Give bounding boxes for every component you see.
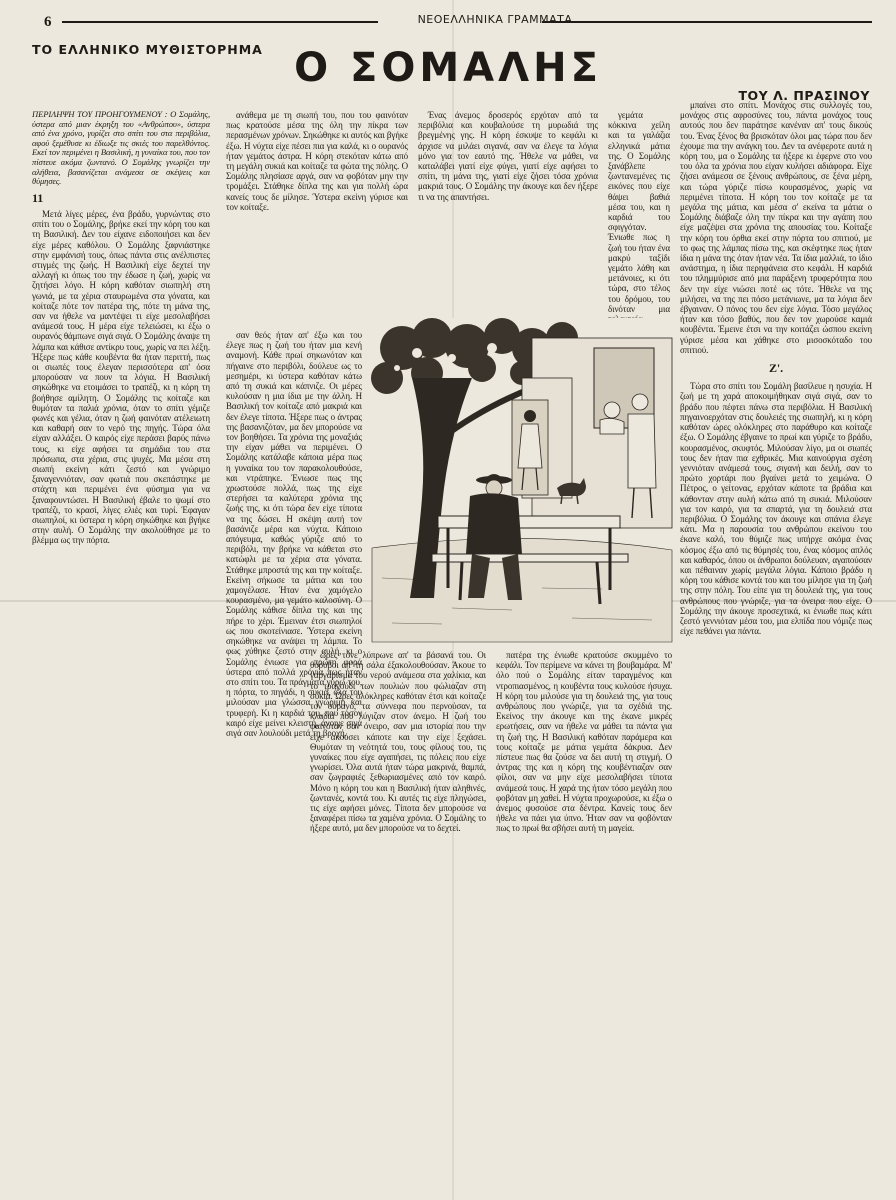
previous-summary: ΠΕΡΙΛΗΨΗ ΤΟΥ ΠΡΟΗΓΟΥΜΕΝΟΥ : Ο Σομάλης, ύστερα από μιαν έκρηξη του «Ανθρώπου», ύστερα από ένα χρόνο, γυρίζει στο σπίτι του στα περιβόλια, αφού ξεμέθυσε κι έδιωξε τις σκιές του παρελθόντος. Εκεί τον περιμένει η Βασιλική, η γυναίκα του, που τον πίστευε ακόμα ζωντανό. Ο Σομάλης γνωρίζει την αλήθεια, βασανίζεται ανάμεσα σε σκέψεις και θύμησες.: [32, 109, 210, 187]
column-5-paragraph-b: Τώρα στο σπίτι του Σομάλη βασίλευε η ησυχία. Η ζωή με τη χαρά αποκοιμήθηκαν σιγά σιγά, σαν το βράδυ που πέφτει πάνω στα περιβόλια. Η Βασιλική πηγαινοερχόταν στις δουλειές της σιωπηλή, κι η κόρη καθόταν ώρες ολόκληρες στο παράθυρο και κοίταζε έξω. Ο Σομάλης έβγαινε το πρωί και γύριζε το βράδυ, κουρασμένος, σκυφτός. Μιλούσαν λίγο, μα οι σιωπές τους δεν ήταν πια εχθρικές. Μια καινούργια σχέση γεννιόταν ανάμεσά τους, σιγανή και δειλή, σαν το πρώτο χορτάρι που βγαίνει μετά το χειμώνα. Ο Πέτρος, ο γείτονας, ερχόταν κάποτε τα βράδια και κάθονταν στην αυλή κάτω από τη συκιά. Μιλούσαν για τον καιρό, για τα σπαρτά, για τη δουλειά στα περιβόλια. Ο Σομάλης τον άκουγε και σπάνια έλεγε κάτι. Μα η παρουσία του ανθρώπου εκείνου του έκανε καλό, του θύμιζε πως υπήρχε ακόμα ένας κόσμος έξω από τις θύμησές του, ένας κόσμος απλός και καθαρός, όπου οι άνθρωποι δούλευαν, αγαπούσαν και πέθαιναν χωρίς μεγάλα λόγια. Κάποιο βράδυ η κόρη του κάθισε κοντά του και του μίλησε για τη ζωή της στην πόλη. Του είπε για τη δουλειά της, για τους ανθρώπους που γνώριζε, για τα όνειρα που είχε. Ο Σομάλης την άκουγε προσεχτικά, κι ένιωθε πως κάτι ζεστό γεννιόταν μέσα του, μια ελπίδα που νόμιζε πως είχε πεθάνει για πάντα.: [680, 381, 872, 637]
section-number: 11: [32, 190, 44, 205]
running-header: [62, 12, 872, 32]
page-number: 6: [44, 14, 52, 30]
column-3-paragraph: Ένας άνεμος δροσερός ερχόταν από τα περιβόλια και κουβαλούσε τη μυρωδιά της βρεγμένης γης. Η κόρη έσκυψε το κεφάλι κι άρχισε να μιλάει σιγανά, σαν να έλεγε τα λόγια μόνο για τον εαυτό της. Ήθελε να μάθει, να καταλάβει γιατί είχε φύγει, γιατί είχε αφήσει το σπίτι, τη μάνα της, γιατί είχε ζήσει τόσα χρόνια μακριά τους. Ο Σομάλης την άκουγε και δεν ήξερε τι να της απαντήσει.: [418, 110, 598, 202]
header-rule-left: [62, 21, 378, 23]
text-column-2-top: [226, 110, 408, 320]
chapter-marker: Ζ'.: [768, 361, 784, 376]
illustration-man-on-bench: [372, 318, 672, 642]
column-2b-paragraph: σαν θεός ήταν απ' έξω και του έλεγε πως η ζωή του ήταν μια κενή αναμονή. Κάθε πρωί σηκωνόταν και πήγαινε στο περιβόλι, δούλευε ως το μεσημέρι, κι ύστερα καθόταν κάτω από τη συκιά και κάπνιζε. Οι μέρες κυλούσαν η μια ίδια με την άλλη. Η Βασιλική τον κοίταζε από μακριά και δεν έλεγε τίποτα. Ήξερε πως ο άντρας της βασανιζόταν, μα δεν μπορούσε να τον βοηθήσει. Τα χρόνια της μοναξιάς την είχαν μάθει να περιμένει. Ο Σομάλης κατάλαβε κάποια μέρα πως η γυναίκα του τον παρακολουθούσε, και ντράπηκε. Ένιωσε πως της χρωστούσε πολλά, πως της είχε στερήσει τα καλύτερα χρόνια της ζωής της, κι ότι τώρα δεν είχε τίποτα να της δώσει. Η σκέψη αυτή τον βασάνιζε μέρα και νύχτα. Κάποιο απόγευμα, καθώς γύριζε από το περιβόλι, την βρήκε να κάθεται στο κατώφλι με τα χέρια στα γόνατα. Στάθηκε μπροστά της και την κοίταξε. Εκείνη σήκωσε τα μάτια και του χαμογέλασε. Ήταν ένα χαμόγελο κουρασμένο, μα γεμάτο καλοσύνη. Ο Σομάλης κάθισε δίπλα της και της πήρε το χέρι. Έμειναν έτσι σιωπηλοί ως που σκοτείνιασε. Ύστερα εκείνη σηκώθηκε να ανάψει τη λάμπα. Το φως χύθηκε ζεστό στην αυλή, κι ο Σομάλης ένιωσε για πρώτη φορά ύστερα από πολλά χρόνια πως ήταν στο σπίτι του. Τα πράγματα γύρω του, η πόρτα, το πηγάδι, η συκιά, όλα του μιλούσαν μια γλώσσα γνώριμη και τρυφερή. Κι η καρδιά του, που τόσον καιρό είχε μείνει κλειστή, άνοιγε σιγά σιγά σαν λουλούδι μετά τη βροχή.: [226, 330, 362, 738]
text-column-4-top: [608, 110, 670, 320]
column-5-paragraph: μπαίνει στο σπίτι. Μονάχος στις συλλογές του, μονάχος στις αφροσύνες του, πάντα μονάχος τους αυτούς που δεν παράτησε κανέναν απ' τους δικούς του. Ένας ξένος θα βρισκόταν όλοι μας τώρα που δεν έχουμε πια την ανάγκη του. Δεν τα ανέφεροτε αυτά η κόρη του, μα ο Σομάλης τα ήξερε κι έφερνε στο νου του όλα τα χρόνια που είχαν κυλήσει αδιάφορα. Είχε ζήσει ανάμεσα σε ξένους ανθρώπους, σε ξένα μέρη, και τώρα γύριζε πίσω κουρασμένος, χωρίς να περιμένει τίποτα. Η κόρη του τον κοίταζε με τα μεγάλα της μάτια, και μέσα σ' εκείνα τα μάτια ο Σομάλης διάβαζε όλη την πίκρα και την αγάπη που είχε μαζέψει στα χρόνια της απουσίας του. Κοίταξε την κόρη του όρθια εκεί στην πόρτα του σπιτιού, με το φως της λάμπας πίσω της, και σκέφτηκε πως ήταν ίδια η μάνα της όταν ήταν νέα. Τα ίδια μαλλιά, το ίδιο ανάστημα, η ίδια περηφάνεια στο κεφάλι. Η καρδιά του πλημμύρισε από μια παράξενη τρυφερότητα που δεν την είχε νιώσει ποτέ ως τότε. Ήθελε να της μιλήσει, να της πει πόσο μετάνιωνε, μα τα λόγια δεν έβγαιναν. Ο πόνος του δεν είχε λόγια. Τόσο μεγάλος ήταν και τόσο βαθύς, που δεν τον χωρούσε καμιά κουβέντα. Έμεινε έτσι να την κοιτάζει ώσπου εκείνη γύρισε μέσα και χάθηκε στο μισοσκόταδο του σπιτιού.: [680, 100, 872, 355]
header-rule-right: [542, 21, 872, 23]
text-column-6: [310, 650, 486, 1185]
section-label: ΤΟ ΕΛΛΗΝΙΚΟ ΜΥΘΙΣΤΟΡΗΜΑ: [32, 42, 263, 57]
article-title: Ο ΣΟΜΑΛΗΣ: [294, 45, 602, 91]
text-column-3-top: [418, 110, 598, 320]
column-1-paragraph: Μετά λίγες μέρες, ένα βράδυ, γυρνώντας στο σπίτι του ο Σομάλης, βρήκε εκεί την κόρη του και τη Βασιλική. Δεν του είχανε ειδοποιήσει και δεν είχε μέρες καθόλου. Ο Σομάλης ξαφνιάστηκε στην εμφάνισή τους, όπως πάντα στις ανέλπιστες στιγμές της ζωής. Η Βασιλική είχε δεχτεί την αλλαγή κι όπως του την έδωσε η ζωή, χωρίς να ζητήσει λόγο. Η κόρη καθόταν σιωπηλή στη γωνιά, με τα χέρια σταυρωμένα στα γόνατα, και κοίταζε πότε τον πατέρα της, πότε τη μάνα της, σαν να ήθελε να μαντέψει τι είχε μεσολαβήσει ανάμεσά τους. Η μέρα είχε τελειώσει, κι έξω ο ουρανός θάμπωνε σιγά σιγά. Ο Σομάλης άναψε τη λάμπα και κάθισε αντίκρυ τους, χωρίς να πει λέξη. Ήξερε πως κάθε κουβέντα θα ήταν περιττή, πως οι σιωπές τους έλεγαν περισσότερα απ' όσα μπορούσαν να πουν τα λόγια. Η Βασιλική σηκώθηκε να ετοιμάσει το τραπέζι, κι η κόρη τη βοήθησε αμίλητη. Ο Σομάλης τις κοίταζε και θυμόταν τα παλιά χρόνια, όταν το σπίτι γέμιζε φωνές και γέλια, όταν η ζωή φαινόταν ατέλειωτη και καθαρή σαν το νερό της πηγής. Τώρα όλα είχαν αλλάξει. Ο καιρός είχε περάσει βαρύς πάνω τους, κι είχε αφήσει τα σημάδια του στα πρόσωπα, στα χέρια, στις ψυχές. Μα μέσα στη σιωπή εκείνη κάτι ζεστό και γνώριμο ξαναγεννιόταν, σαν φωτιά που σκεπάστηκε με στάχτη και περιμένει ένα φύσημα για να ξαναφουντώσει. Η Βασιλική έβαλε το ψωμί στο τραπέζι, το κρασί, λίγες ελιές και τυρί. Έφαγαν σιωπηλοί, κι ύστερα η κόρη σηκώθηκε και βγήκε στην αυλή. Ο Σομάλης την ακολούθησε με το βλέμμα ως την πόρτα.: [32, 208, 210, 546]
column-2-paragraph: ανάθεμα με τη σιωπή του, που του φαινόταν πως κρατούσε μέσα της όλη την πίκρα των περασμένων χρόνων. Σηκώθηκε κι αυτός και βγήκε έξω. Η νύχτα είχε πέσει πια για καλά, κι ο ουρανός ήταν γεμάτος άστρα. Η κόρη στεκόταν κάτω από τη μεγάλη συκιά και κοίταζε τα φώτα της πόλης. Ο Σομάλης πλησίασε αργά, σαν να φοβόταν μην την τρομάξει. Στάθηκε δίπλα της και για πολλή ώρα κανείς τους δε μίλησε. Ύστερα εκείνη γύρισε και τον κοίταξε.: [226, 110, 408, 212]
column-4-paragraph: γεμάτα κόκκινα χείλη και τα γαλάζια ελληνικά μάτια της. Ο Σομάλης ξανάβλεπε ζωντανεμένες τις εικόνες που είχε θάψει βαθιά μέσα του, και η καρδιά του σφιγγόταν. Ένιωθε πως η ζωή του ήταν ένα μακρύ ταξίδι γεμάτο λάθη και μετάνοιες, κι ότι τώρα, στο τέλος του δρόμου, του δινόταν μια: [608, 110, 670, 314]
author-byline: ΤΟΥ Λ. ΠΡΑΣΙΝΟΥ: [738, 88, 870, 103]
text-column-1: [32, 110, 210, 1185]
column-7-paragraph: πατέρα της ένιωθε κρατούσε σκυμμένο το κεφάλι. Τον περίμενε να κάνει τη βουβαμάρα. Μ' όλο πού ο Σομάλης είταν ταραγμένος και ντροπιασμένος, η κουβέντα τους κυλούσε ήσυχα. Η κόρη του μιλούσε για τη δουλειά της, για τους ανθρώπους που γνώριζε, για τα σχέδιά της. Εκείνος την άκουγε και της έκανε μικρές ερωτήσεις, σαν να ήθελε να μάθει τα πάντα για τη ζωή της. Η Βασιλική καθόταν παράμερα και τους κοίταζε με μάτια γεμάτα δάκρυα. Δεν πίστευε πως θα ζούσε να δει αυτή τη στιγμή. Ο άντρας της και η κόρη της κουβέντιαζαν σαν φίλοι, σαν να μην είχε μεσολαβήσει τίποτα ανάμεσά τους. Η χαρά της ήταν τόσο μεγάλη που φοβόταν μη χαθεί. Η νύχτα προχωρούσε, κι έξω ο άνεμος φυσούσε στα δέντρα. Κανείς τους δεν ήθελε να πάει για ύπνο. Ήταν σαν να φοβόνταν πως το πρωί θα σβήσει αυτή τη μαγεία.: [496, 650, 672, 834]
text-column-5: [680, 100, 872, 1185]
column-6-paragraph: ώρες τονε λύπρωνε απ' τα βάσανά του. Οι θόρυβοι απ' τη σάλα έξακολουθούσαν. Άκουε το γαργάρισμα του νερού ανάμεσα στα χαλίκια, και το τραγούδι των πουλιών που φώλιαζαν στη συκιά. Ώρες ολόκληρες καθόταν έτσι και κοίταζε τον ουρανό, τα σύννεφα που περνούσαν, τα κλαδιά που λύγιζαν στον άνεμο. Η ζωή του φαινόταν σαν όνειρο, σαν μια ιστορία που την είχε ακούσει κάποτε και την είχε ξεχάσει. Θυμόταν τη νεότητά του, τους φίλους του, τις γυναίκες που είχε αγαπήσει, τις πόλεις που είχε γνωρίσει. Όλα αυτά ήταν τώρα μακρινά, θαμπά, σαν ζωγραφιές ξεθωριασμένες από τον καιρό. Μόνο η κόρη του και η Βασιλική ήταν αληθινές, ζωντανές, κοντά του. Κι αυτές τις είχε πληγώσει, τις είχε αφήσει μόνες. Τίποτα δεν μπορούσε να ξαναφέρει πίσω τα χαμένα χρόνια. Ο Σομάλης το ήξερε αυτό, μα δεν μπορούσε να το δεχτεί.: [310, 650, 486, 834]
masthead: ΝΕΟΕΛΛΗΝΙΚΑ ΓΡΑΜΜΑΤΑ: [417, 13, 573, 26]
text-column-7: [496, 650, 672, 1185]
